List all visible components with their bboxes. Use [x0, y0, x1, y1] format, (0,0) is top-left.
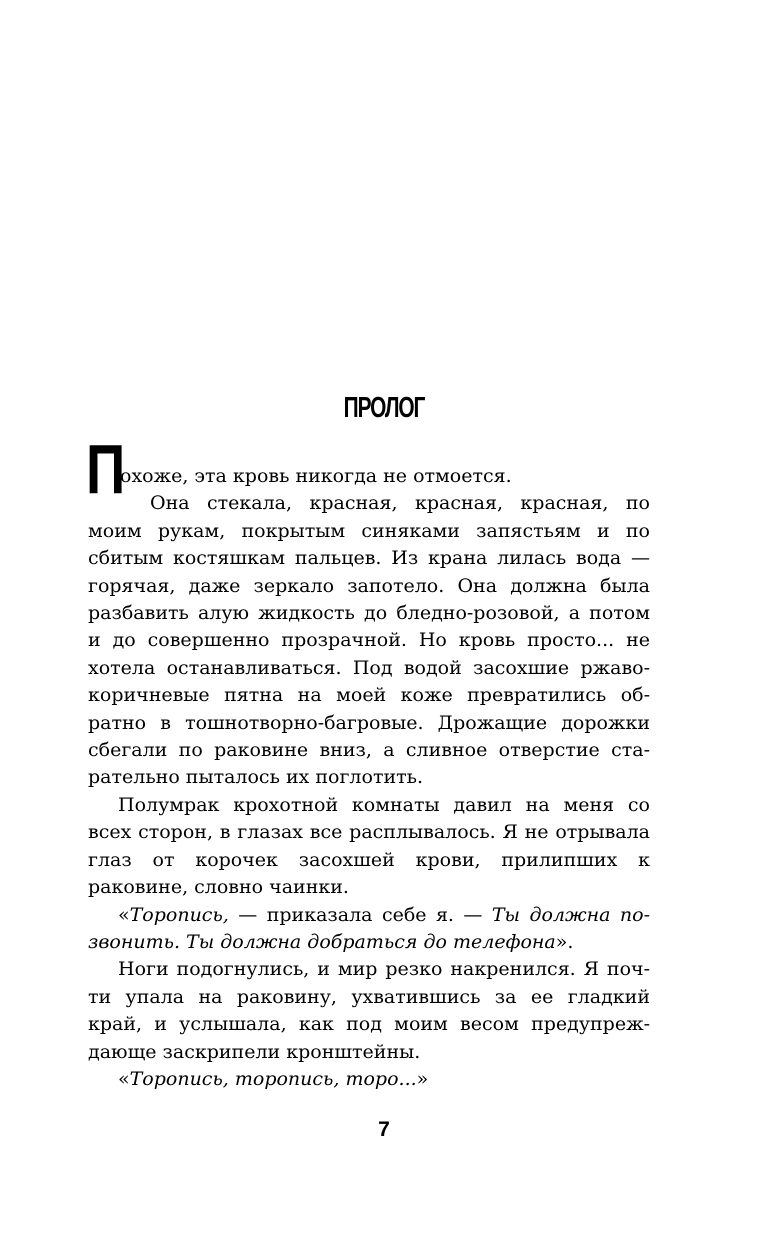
drop-cap-letter: П — [86, 430, 126, 508]
paragraph-6-close-quote: » — [416, 1067, 429, 1090]
chapter-title: ПРОЛОГ — [343, 392, 425, 424]
paragraph-4-italic-1: Торопись, — [129, 903, 229, 926]
paragraph-4-italic-2: Ты должна позвонить. Ты должна добраться до телефона — [88, 903, 650, 953]
paragraph-1-text: охоже, эта кровь никогда не отмоется. — [120, 465, 512, 487]
paragraph-3-text: Полумрак крохотной комнаты давил на меня со всех сторон, в глазах все расплывалось. Я не отрывала глаз от корочек засохшей крови, прилипших к раковине, словно чаинки. — [88, 793, 650, 899]
paragraph-4-close-quote: ». — [555, 930, 574, 953]
paragraph-6-italic: Торопись, торопись, торо... — [129, 1067, 417, 1090]
paragraph-5 — [88, 956, 650, 1066]
paragraph-4 — [88, 902, 650, 957]
page-number: 7 — [378, 1118, 390, 1141]
paragraph-2-text: Она стекала, красная, красная, красная, по моим рукам, покрытым синяками запястьям и по сбитым костяшкам пальцев. Из крана лилась вода — горячая, даже зеркало запотело. Она должна была разбавить алую жидкость до бледно-розовой, а потом и до совершенно прозрачной. Но кровь просто... не хотела останавливаться. Под водой засохшие ржаво-коричневые пятна на моей коже превратились обратно в тошнотворно-багровые. Дрожащие дорожки сбегали по раковине вниз, а сливное отверстие старательно пыталось их поглотить. — [88, 492, 650, 789]
paragraph-1 — [86, 430, 650, 508]
paragraph-4-regular: — приказала себе я. — — [228, 903, 492, 926]
paragraph-2 — [88, 490, 650, 791]
paragraph-6-open-quote: « — [118, 1067, 130, 1090]
paragraph-6 — [88, 1066, 650, 1093]
paragraph-5-text: Ноги подогнулись, и мир резко накренился. Я почти упала на раковину, ухватившись за ее гладкий край, и услышала, как под моим весом предупреждающе заскрипели кронштейны. — [88, 958, 650, 1063]
paragraph-3 — [88, 792, 650, 902]
paragraph-4-open-quote: « — [118, 903, 130, 926]
chapter-body — [86, 430, 650, 1093]
